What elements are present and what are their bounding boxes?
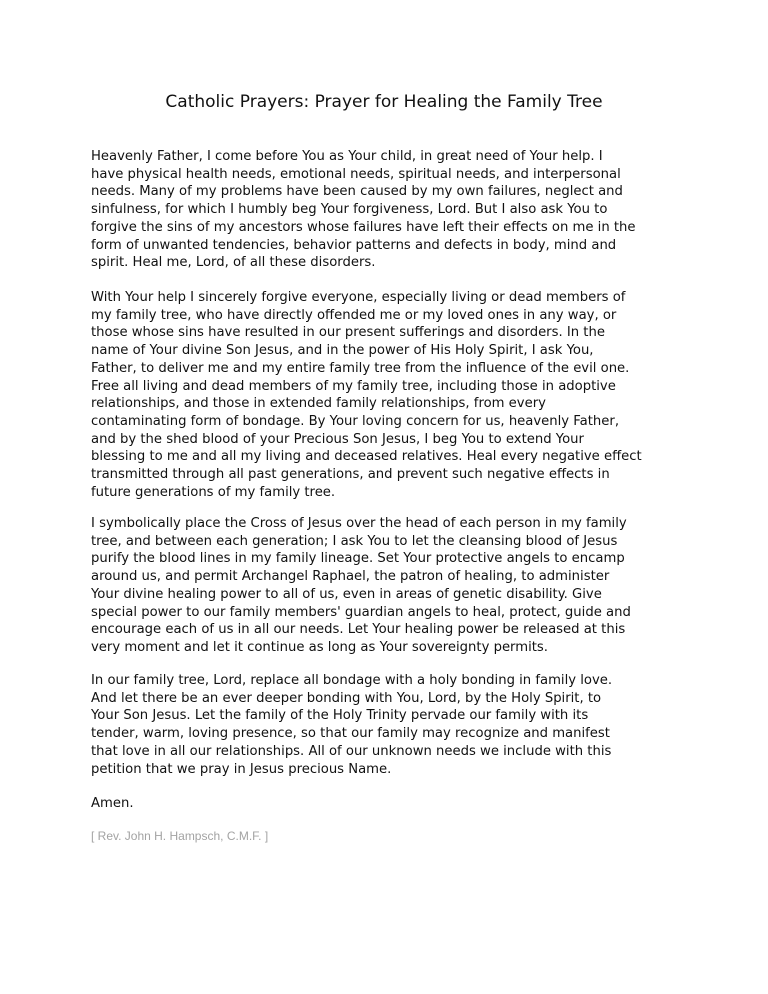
page-title: Catholic Prayers: Prayer for Healing the Family Tree [165, 92, 603, 112]
paragraph-line: spirit. Heal me, Lord, of all these disorders. [91, 255, 376, 271]
paragraph-line: And let there be an ever deeper bonding with You, Lord, by the Holy Spirit, to [91, 690, 602, 706]
paragraph-line: have physical health needs, emotional needs, spiritual needs, and interpersonal [91, 166, 621, 182]
paragraph-line: contaminating form of bondage. By Your loving concern for us, heavenly Father, [91, 413, 620, 429]
paragraph-line: and by the shed blood of your Precious Son Jesus, I beg You to extend Your [91, 431, 584, 447]
paragraph-line: Your divine healing power to all of us, even in areas of genetic disability. Give [91, 586, 602, 602]
paragraph-line: tree, and between each generation; I ask You to let the cleansing blood of Jesus [91, 533, 618, 549]
paragraph-line: Your Son Jesus. Let the family of the Holy Trinity pervade our family with its [91, 708, 589, 724]
paragraph-line: Heavenly Father, I come before You as Your child, in great need of Your help. I [91, 149, 603, 164]
paragraph-line: name of Your divine Son Jesus, and in the power of His Holy Spirit, I ask You, [91, 343, 594, 359]
paragraph-line: very moment and let it continue as long as Your sovereignty permits. [91, 639, 548, 655]
prayer-paragraph-1 [91, 148, 691, 272]
paragraph-line: sinfulness, for which I humbly beg Your forgiveness, Lord. But I also ask You to [91, 202, 608, 218]
paragraph-line: purify the blood lines in my family lineage. Set Your protective angels to encamp [91, 551, 625, 567]
paragraph-line: Free all living and dead members of my family tree, including those in adoptive [91, 378, 616, 394]
paragraph-line: tender, warm, loving presence, so that our family may recognize and manifest [91, 726, 610, 742]
paragraph-line: transmitted through all past generations, and prevent such negative effects in [91, 467, 610, 483]
prayer-paragraph-3 [91, 515, 691, 657]
paragraph-line: those whose sins have resulted in our present sufferings and disorders. In the [91, 325, 605, 341]
prayer-paragraph-4 [91, 672, 691, 778]
paragraph-line: Father, to deliver me and my entire family tree from the influence of the evil one. [91, 360, 630, 376]
closing-amen [91, 795, 691, 813]
paragraph-line: future generations of my family tree. [91, 484, 336, 500]
paragraph-line: encourage each of us in all our needs. Let Your healing power be released at this [91, 622, 626, 638]
paragraph-line: blessing to me and all my living and deceased relatives. Heal every negative effect [91, 449, 642, 465]
paragraph-line: around us, and permit Archangel Raphael, the patron of healing, to administer [91, 569, 610, 585]
paragraph-line: I symbolically place the Cross of Jesus over the head of each person in my family [91, 516, 627, 531]
paragraph-line: special power to our family members' guardian angels to heal, protect, guide and [91, 604, 631, 620]
prayer-paragraph-2 [91, 289, 691, 501]
paragraph-line: With Your help I sincerely forgive everyone, especially living or dead members of [91, 290, 626, 305]
paragraph-line: form of unwanted tendencies, behavior patterns and defects in body, mind and [91, 237, 617, 253]
closing-text: Amen. [91, 796, 134, 811]
paragraph-line: my family tree, who have directly offended me or my loved ones in any way, or [91, 307, 617, 323]
paragraph-line: needs. Many of my problems have been caused by my own failures, neglect and [91, 184, 623, 200]
paragraph-line: forgive the sins of my ancestors whose failures have left their effects on me in the [91, 219, 636, 235]
paragraph-line: petition that we pray in Jesus precious Name. [91, 761, 392, 777]
author-attribution: [ Rev. John H. Hampsch, C.M.F. ] [91, 829, 269, 843]
paragraph-line: relationships, and those in extended family relationships, from every [91, 396, 546, 412]
paragraph-line: In our family tree, Lord, replace all bondage with a holy bonding in family love. [91, 673, 613, 688]
paragraph-line: that love in all our relationships. All of our unknown needs we include with this [91, 743, 612, 759]
